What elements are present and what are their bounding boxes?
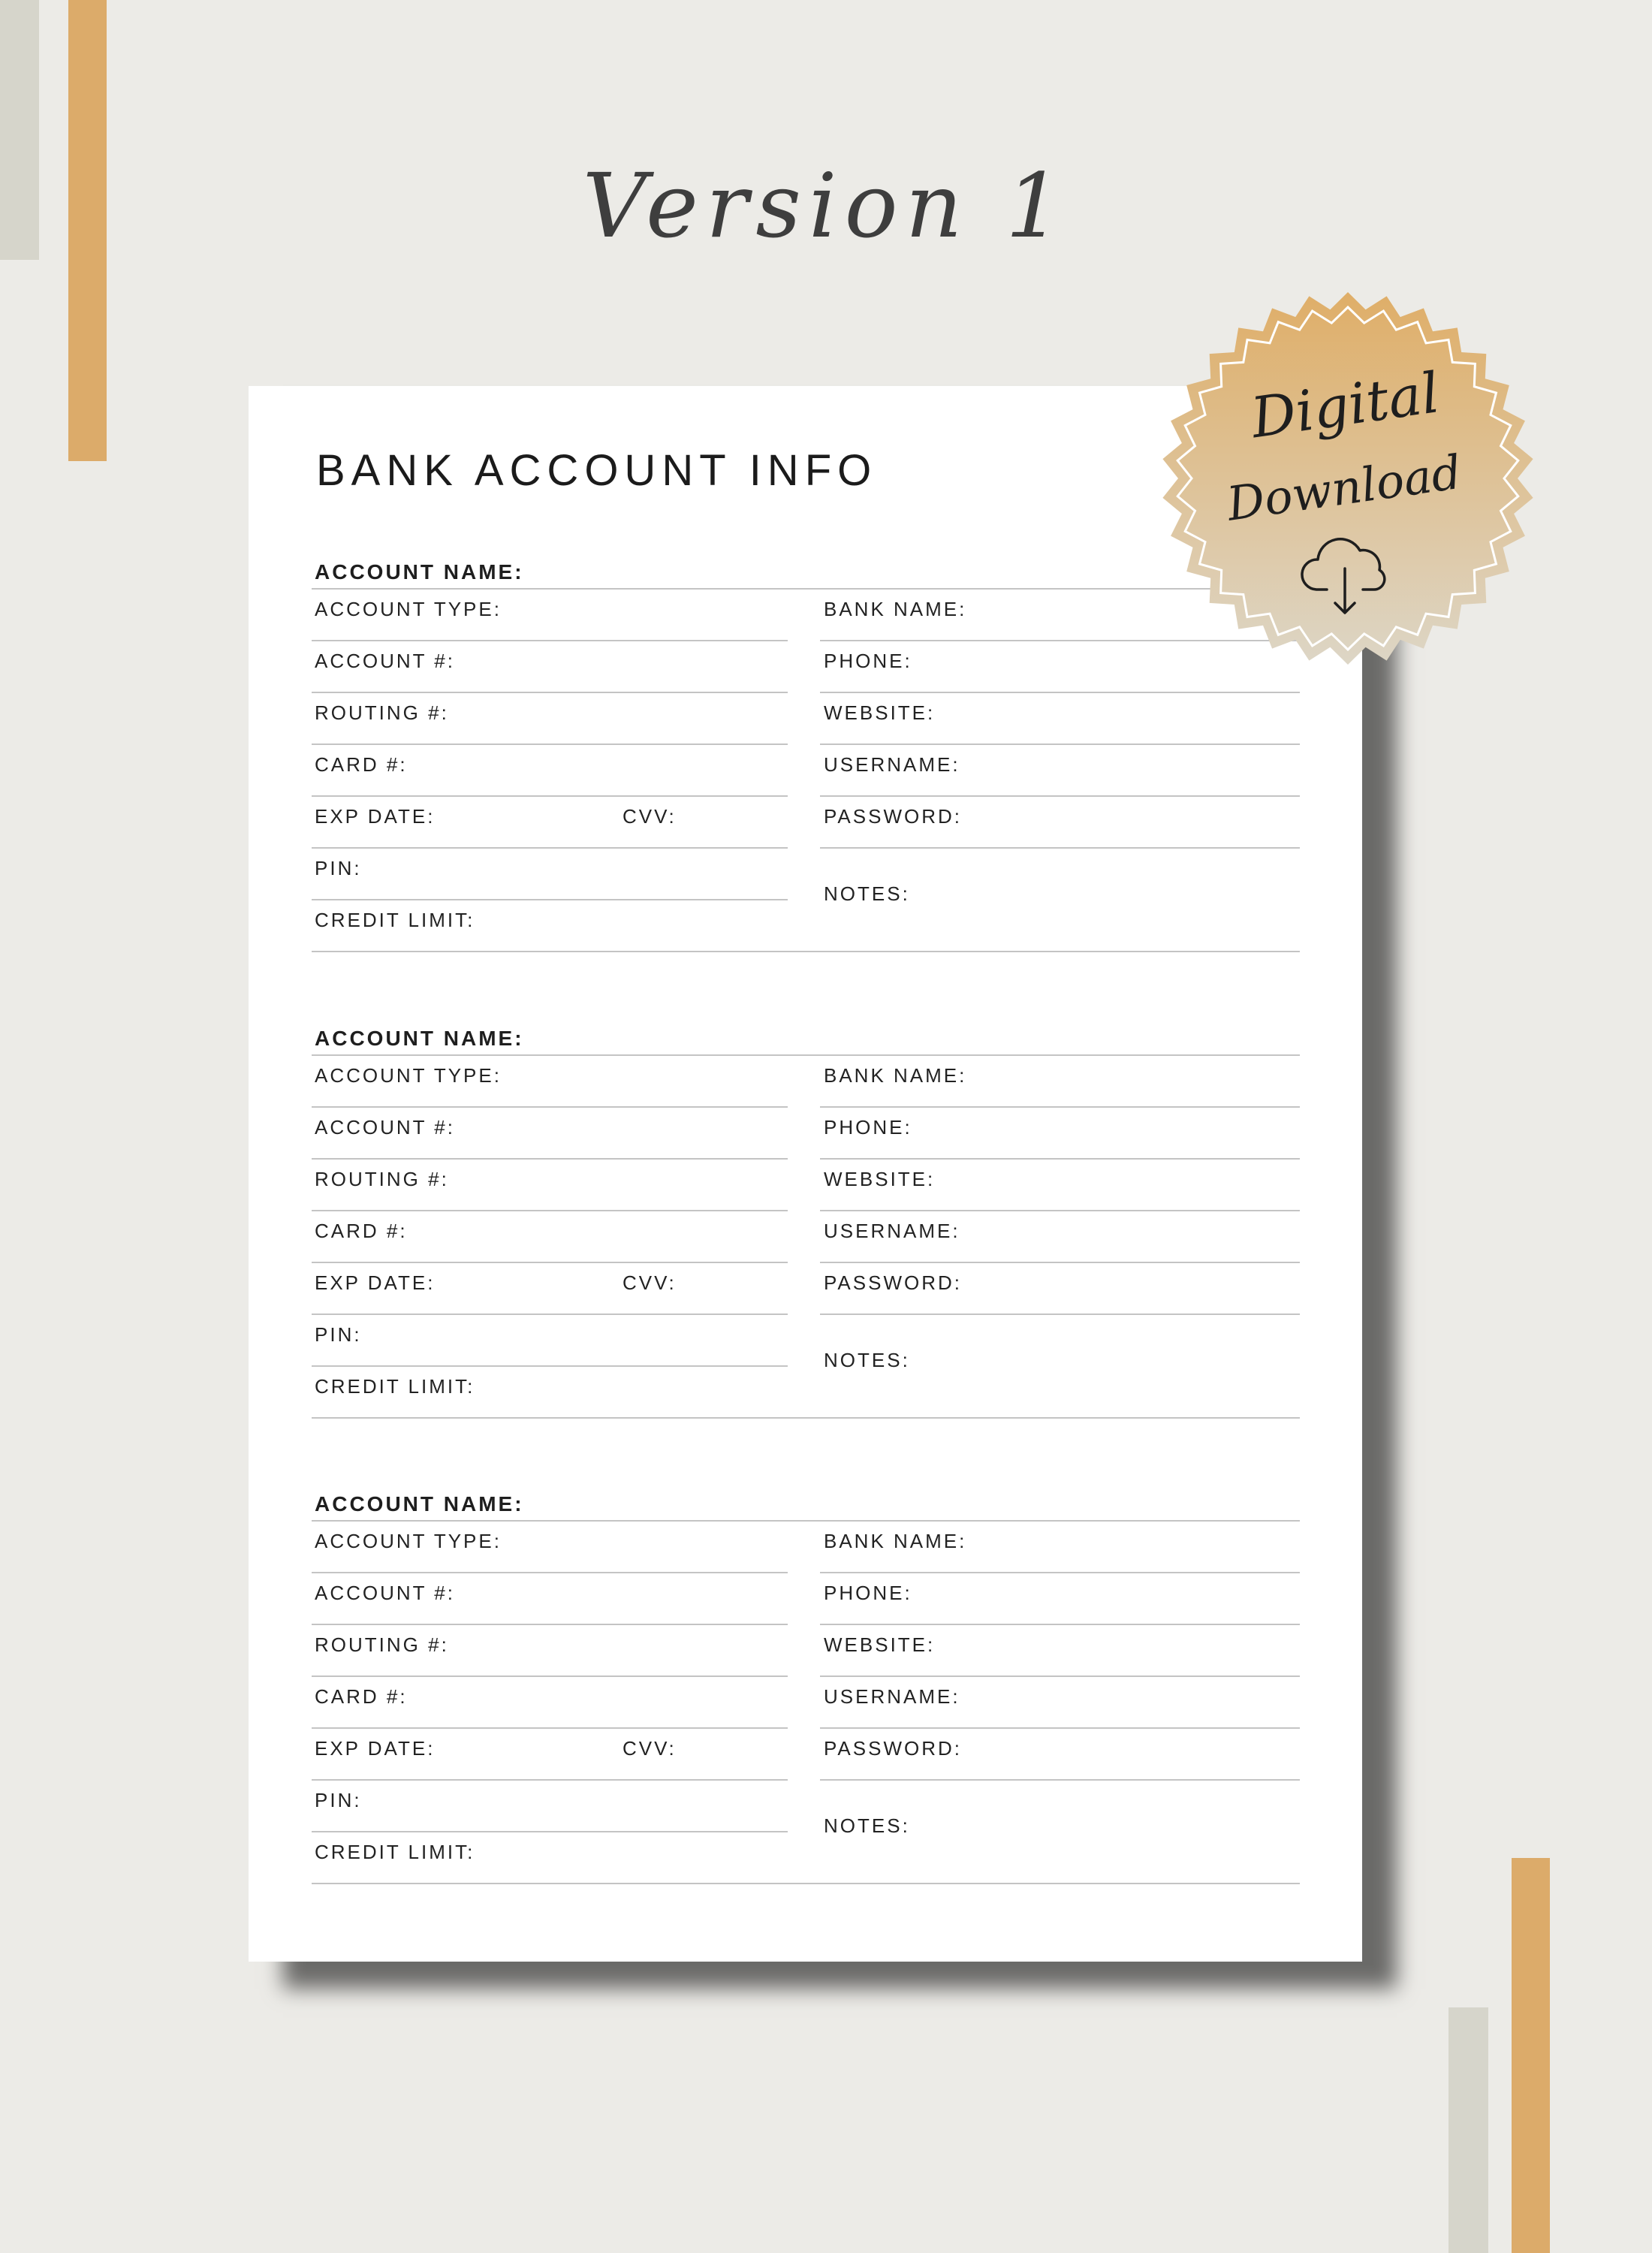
phone-label: PHONE: [824, 650, 912, 672]
username-line[interactable] [820, 1727, 1300, 1729]
account-name-line[interactable] [312, 588, 1300, 590]
password-line[interactable] [820, 1313, 1300, 1315]
password-line[interactable] [820, 1779, 1300, 1781]
pin-label: PIN: [315, 1323, 362, 1346]
routing-number-line[interactable] [312, 743, 788, 745]
card-number-label: CARD #: [315, 753, 408, 776]
account-number-line[interactable] [312, 1158, 788, 1160]
exp-date-label: EXP DATE: [315, 1271, 436, 1294]
phone-line[interactable] [820, 692, 1300, 693]
account-name-label: ACCOUNT NAME: [315, 560, 524, 584]
account-type-line[interactable] [312, 1106, 788, 1108]
notes-label: NOTES: [824, 1349, 910, 1371]
card-number-label: CARD #: [315, 1220, 408, 1242]
account-name-line[interactable] [312, 1520, 1300, 1522]
password-label: PASSWORD: [824, 805, 962, 828]
pin-line[interactable] [312, 1365, 788, 1367]
section-bottom-line[interactable] [312, 951, 1300, 952]
card-number-label: CARD #: [315, 1685, 408, 1708]
username-line[interactable] [820, 795, 1300, 797]
pin-line[interactable] [312, 899, 788, 900]
phone-line[interactable] [820, 1624, 1300, 1625]
bank-name-label: BANK NAME: [824, 1530, 967, 1552]
account-name-label: ACCOUNT NAME: [315, 1492, 524, 1516]
section-bottom-line[interactable] [312, 1417, 1300, 1419]
routing-number-label: ROUTING #: [315, 701, 449, 724]
credit-limit-label: CREDIT LIMIT: [315, 1375, 475, 1398]
credit-limit-label: CREDIT LIMIT: [315, 1841, 475, 1863]
decorative-bar-sage-bottom-right [1449, 2007, 1488, 2253]
card-number-line[interactable] [312, 795, 788, 797]
account-number-label: ACCOUNT #: [315, 1116, 455, 1139]
bank-name-line[interactable] [820, 1572, 1300, 1573]
digital-download-badge [1160, 291, 1536, 666]
account-name-label: ACCOUNT NAME: [315, 1027, 524, 1050]
exp-date-line[interactable] [312, 1779, 788, 1781]
account-type-label: ACCOUNT TYPE: [315, 1530, 502, 1552]
username-label: USERNAME: [824, 1220, 960, 1242]
account-name-line[interactable] [312, 1054, 1300, 1056]
cvv-label: CVV: [623, 805, 677, 828]
account-section-1 [312, 559, 1300, 1010]
account-type-label: ACCOUNT TYPE: [315, 598, 502, 620]
website-line[interactable] [820, 743, 1300, 745]
account-number-line[interactable] [312, 692, 788, 693]
pin-line[interactable] [312, 1831, 788, 1832]
badge-text-download: Download [1223, 444, 1465, 532]
password-label: PASSWORD: [824, 1271, 962, 1294]
section-bottom-line[interactable] [312, 1883, 1300, 1884]
website-line[interactable] [820, 1675, 1300, 1677]
version-title: Version 1 [582, 154, 1070, 258]
pin-label: PIN: [315, 857, 362, 879]
decorative-bar-gold-bottom-right [1512, 1858, 1550, 2253]
account-section-3 [312, 1491, 1300, 1942]
website-label: WEBSITE: [824, 701, 936, 724]
website-label: WEBSITE: [824, 1168, 936, 1190]
website-line[interactable] [820, 1210, 1300, 1211]
account-type-line[interactable] [312, 1572, 788, 1573]
routing-number-line[interactable] [312, 1675, 788, 1677]
website-label: WEBSITE: [824, 1633, 936, 1656]
routing-number-line[interactable] [312, 1210, 788, 1211]
username-label: USERNAME: [824, 753, 960, 776]
cvv-label: CVV: [623, 1271, 677, 1294]
account-type-label: ACCOUNT TYPE: [315, 1064, 502, 1087]
phone-line[interactable] [820, 1158, 1300, 1160]
bank-name-label: BANK NAME: [824, 598, 967, 620]
badge-seal [1160, 291, 1536, 666]
account-type-line[interactable] [312, 640, 788, 641]
username-line[interactable] [820, 1262, 1300, 1263]
notes-label: NOTES: [824, 1814, 910, 1837]
phone-label: PHONE: [824, 1116, 912, 1139]
bank-name-label: BANK NAME: [824, 1064, 967, 1087]
exp-date-line[interactable] [312, 1313, 788, 1315]
routing-number-label: ROUTING #: [315, 1633, 449, 1656]
password-label: PASSWORD: [824, 1737, 962, 1760]
badge-text-digital: Digital [1247, 360, 1444, 451]
credit-limit-label: CREDIT LIMIT: [315, 909, 475, 931]
exp-date-label: EXP DATE: [315, 1737, 436, 1760]
account-number-label: ACCOUNT #: [315, 1582, 455, 1604]
cvv-label: CVV: [623, 1737, 677, 1760]
phone-label: PHONE: [824, 1582, 912, 1604]
account-number-label: ACCOUNT #: [315, 650, 455, 672]
card-number-line[interactable] [312, 1262, 788, 1263]
exp-date-line[interactable] [312, 847, 788, 849]
username-label: USERNAME: [824, 1685, 960, 1708]
routing-number-label: ROUTING #: [315, 1168, 449, 1190]
exp-date-label: EXP DATE: [315, 805, 436, 828]
bank-name-line[interactable] [820, 1106, 1300, 1108]
password-line[interactable] [820, 847, 1300, 849]
sheet-title: BANK ACCOUNT INFO [316, 446, 878, 495]
account-section-2 [312, 1026, 1300, 1476]
account-number-line[interactable] [312, 1624, 788, 1625]
pin-label: PIN: [315, 1789, 362, 1811]
card-number-line[interactable] [312, 1727, 788, 1729]
notes-label: NOTES: [824, 882, 910, 905]
